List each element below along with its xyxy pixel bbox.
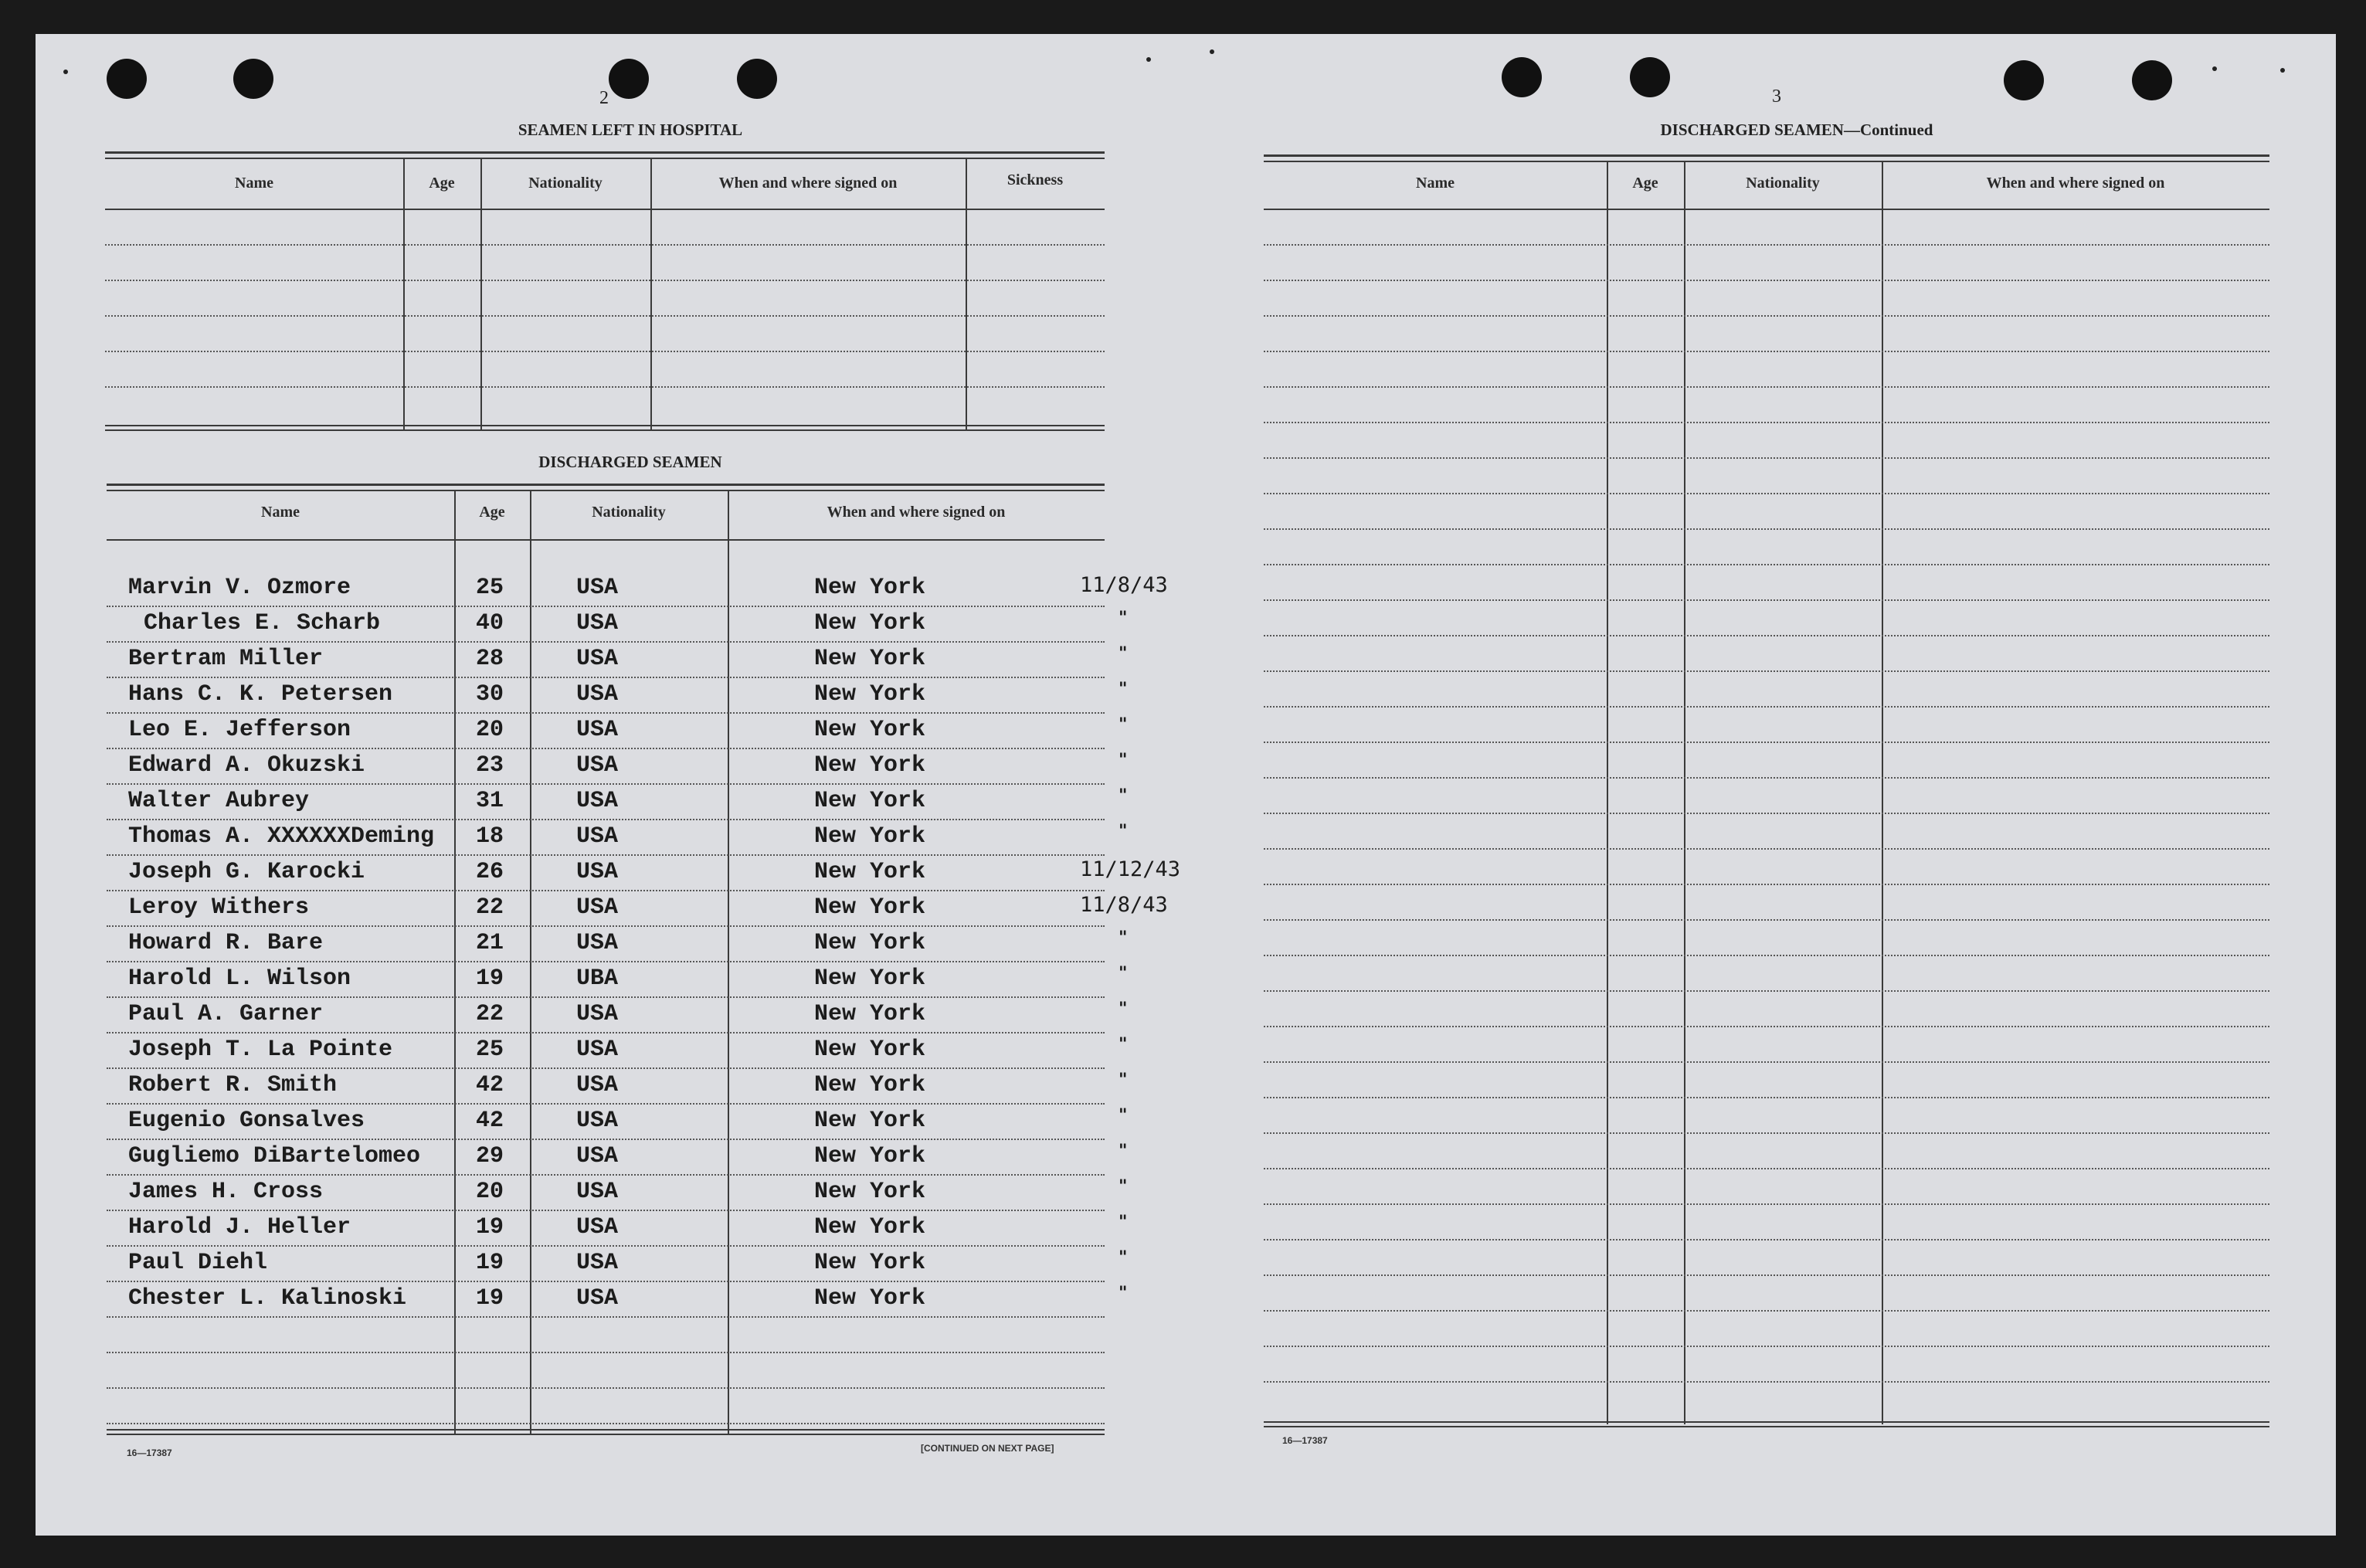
continued-col-age: Age [1632, 175, 1658, 192]
seaman-signed-on-place: New York [814, 823, 926, 850]
seaman-nationality: USA [576, 752, 619, 779]
speck-icon [2212, 66, 2217, 71]
seaman-signed-on-date: " [1119, 715, 1128, 735]
binder-hole-icon [1502, 57, 1542, 97]
seaman-age: 20 [476, 1179, 504, 1205]
seaman-age: 26 [476, 859, 504, 885]
seaman-signed-on-place: New York [814, 1037, 926, 1063]
seaman-name: Thomas A. XXXXXXDeming [128, 823, 435, 850]
seaman-name: Walter Aubrey [128, 788, 310, 814]
seaman-nationality: USA [576, 575, 619, 601]
discharged-col-age: Age [479, 504, 505, 521]
binder-hole-icon [2004, 60, 2044, 100]
seaman-signed-on-place: New York [814, 610, 926, 636]
seaman-signed-on-place: New York [814, 1108, 926, 1134]
seaman-signed-on-place: New York [814, 1072, 926, 1098]
seaman-signed-on-place: New York [814, 859, 926, 885]
seaman-signed-on-place: New York [814, 894, 926, 921]
seaman-signed-on-date: " [1119, 680, 1128, 699]
seaman-signed-on-place: New York [814, 1001, 926, 1027]
seaman-signed-on-date: " [1119, 1142, 1128, 1161]
seaman-age: 19 [476, 1285, 504, 1312]
seaman-signed-on-place: New York [814, 966, 926, 992]
seaman-nationality: USA [576, 717, 619, 743]
form-number: 16—17387 [127, 1448, 172, 1458]
hospital-col-age: Age [429, 175, 455, 192]
seaman-signed-on-date: " [1119, 1000, 1128, 1019]
seaman-age: 42 [476, 1072, 504, 1098]
page-number: 2 [599, 88, 609, 108]
document-sheet [36, 34, 2336, 1536]
seaman-signed-on-date: " [1119, 786, 1128, 806]
seaman-signed-on-place: New York [814, 681, 926, 708]
seaman-name: Harold J. Heller [128, 1214, 351, 1240]
speck-icon [63, 70, 68, 74]
speck-icon [2280, 68, 2285, 73]
seaman-signed-on-date: " [1119, 1035, 1128, 1054]
seaman-signed-on-date: 11/8/43 [1080, 893, 1168, 917]
hospital-col-nationality: Nationality [528, 175, 603, 192]
seaman-nationality: USA [576, 1250, 619, 1276]
seaman-signed-on-date: " [1119, 751, 1128, 770]
seaman-nationality: USA [576, 859, 619, 885]
seaman-name: Robert R. Smith [128, 1072, 338, 1098]
hospital-col-signed-on: When and where signed on [718, 175, 898, 192]
seaman-age: 22 [476, 894, 504, 921]
seaman-name: Howard R. Bare [128, 930, 324, 956]
seaman-age: 30 [476, 681, 504, 708]
seaman-signed-on-date: " [1119, 822, 1128, 841]
seaman-signed-on-date: " [1119, 928, 1128, 948]
binder-hole-icon [609, 59, 649, 99]
seaman-nationality: USA [576, 894, 619, 921]
seaman-nationality: USA [576, 610, 619, 636]
seaman-signed-on-date: " [1119, 1071, 1128, 1090]
seaman-nationality: USA [576, 1072, 619, 1098]
continued-col-nationality: Nationality [1746, 175, 1820, 192]
seaman-signed-on-date: " [1119, 1106, 1128, 1125]
seaman-signed-on-place: New York [814, 575, 926, 601]
seaman-nationality: USA [576, 823, 619, 850]
seaman-age: 19 [476, 1250, 504, 1276]
seaman-age: 22 [476, 1001, 504, 1027]
hospital-col-name: Name [235, 175, 273, 192]
seaman-signed-on-place: New York [814, 1143, 926, 1169]
seaman-signed-on-place: New York [814, 717, 926, 743]
discharged-section-title: DISCHARGED SEAMEN [538, 453, 722, 471]
seaman-nationality: USA [576, 930, 619, 956]
continued-section-title: DISCHARGED SEAMEN—Continued [1660, 120, 1933, 139]
speck-icon [1210, 49, 1214, 54]
seaman-name: Bertram Miller [128, 646, 324, 672]
seaman-nationality: USA [576, 1179, 619, 1205]
discharged-col-nationality: Nationality [592, 504, 666, 521]
seaman-signed-on-date: " [1119, 1284, 1128, 1303]
seaman-nationality: USA [576, 1214, 619, 1240]
seaman-signed-on-place: New York [814, 752, 926, 779]
seaman-nationality: USA [576, 681, 619, 708]
seaman-name: Leo E. Jefferson [128, 717, 351, 743]
seaman-age: 28 [476, 646, 504, 672]
seaman-name: Joseph G. Karocki [128, 859, 365, 885]
speck-icon [1146, 57, 1151, 62]
seaman-age: 19 [476, 966, 504, 992]
continued-col-name: Name [1416, 175, 1455, 192]
seaman-name: James H. Cross [128, 1179, 324, 1205]
seaman-age: 31 [476, 788, 504, 814]
seaman-age: 20 [476, 717, 504, 743]
seaman-signed-on-date: " [1119, 609, 1128, 628]
seaman-name: Hans C. K. Petersen [128, 681, 393, 708]
seaman-signed-on-place: New York [814, 1214, 926, 1240]
binder-hole-icon [233, 59, 273, 99]
continued-note: [CONTINUED ON NEXT PAGE] [921, 1443, 1054, 1454]
seaman-nationality: USA [576, 1108, 619, 1134]
seaman-signed-on-place: New York [814, 1250, 926, 1276]
seaman-signed-on-place: New York [814, 1285, 926, 1312]
seaman-nationality: USA [576, 646, 619, 672]
seaman-nationality: UBA [576, 966, 619, 992]
seaman-age: 23 [476, 752, 504, 779]
seaman-signed-on-date: 11/12/43 [1080, 857, 1181, 881]
seaman-name: Chester L. Kalinoski [128, 1285, 407, 1312]
seaman-name: Marvin V. Ozmore [128, 575, 351, 601]
seaman-signed-on-place: New York [814, 646, 926, 672]
seaman-name: Gugliemo DiBartelomeo [128, 1143, 421, 1169]
seaman-age: 25 [476, 1037, 504, 1063]
seaman-signed-on-date: 11/8/43 [1080, 573, 1168, 597]
binder-hole-icon [2132, 60, 2172, 100]
seaman-age: 21 [476, 930, 504, 956]
seaman-age: 42 [476, 1108, 504, 1134]
seaman-nationality: USA [576, 1143, 619, 1169]
discharged-col-signed-on: When and where signed on [827, 504, 1006, 521]
seaman-nationality: USA [576, 1285, 619, 1312]
form-number: 16—17387 [1282, 1435, 1328, 1446]
seaman-signed-on-place: New York [814, 788, 926, 814]
seaman-signed-on-place: New York [814, 1179, 926, 1205]
seaman-nationality: USA [576, 1001, 619, 1027]
seaman-signed-on-date: " [1119, 1248, 1128, 1268]
seaman-nationality: USA [576, 1037, 619, 1063]
seaman-signed-on-date: " [1119, 644, 1128, 664]
seaman-signed-on-date: " [1119, 1177, 1128, 1196]
seaman-age: 29 [476, 1143, 504, 1169]
seaman-age: 18 [476, 823, 504, 850]
seaman-name: Joseph T. La Pointe [128, 1037, 393, 1063]
seaman-nationality: USA [576, 788, 619, 814]
page-number: 3 [1772, 87, 1781, 107]
seaman-name: Paul Diehl [128, 1250, 268, 1276]
seaman-name: Charles E. Scharb [144, 610, 381, 636]
discharged-col-name: Name [261, 504, 300, 521]
seaman-signed-on-date: " [1119, 964, 1128, 983]
binder-hole-icon [1630, 57, 1670, 97]
seaman-name: Eugenio Gonsalves [128, 1108, 365, 1134]
seaman-age: 40 [476, 610, 504, 636]
hospital-col-sickness: Sickness [1006, 171, 1064, 188]
seaman-name: Edward A. Okuzski [128, 752, 365, 779]
seaman-signed-on-date: " [1119, 1213, 1128, 1232]
binder-hole-icon [107, 59, 147, 99]
binder-hole-icon [737, 59, 777, 99]
hospital-section-title: SEAMEN LEFT IN HOSPITAL [518, 120, 743, 139]
seaman-name: Paul A. Garner [128, 1001, 324, 1027]
seaman-name: Harold L. Wilson [128, 966, 351, 992]
seaman-age: 25 [476, 575, 504, 601]
seaman-name: Leroy Withers [128, 894, 310, 921]
continued-col-signed-on: When and where signed on [1986, 175, 2165, 192]
seaman-signed-on-place: New York [814, 930, 926, 956]
seaman-age: 19 [476, 1214, 504, 1240]
